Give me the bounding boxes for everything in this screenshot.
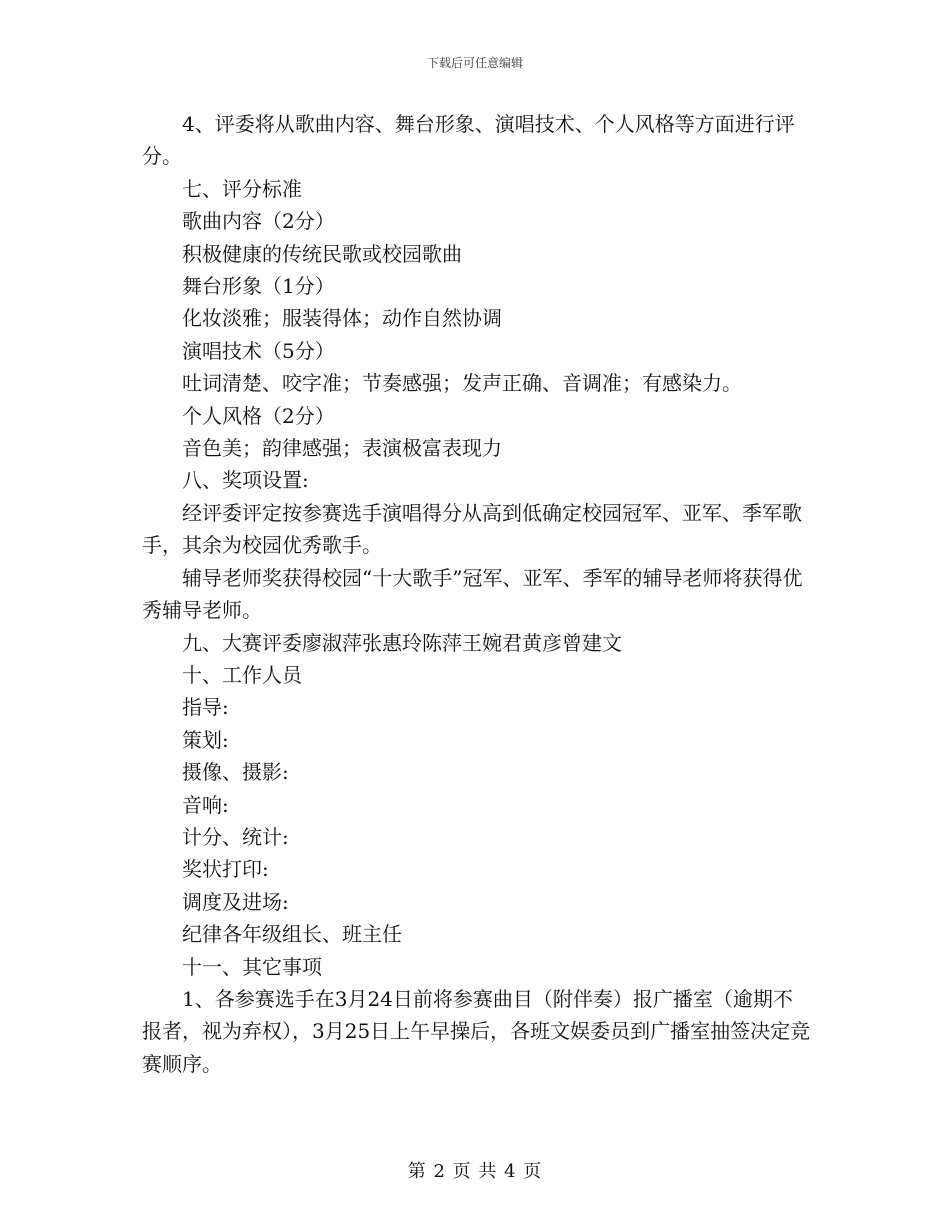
- paragraph-10: 音色美；韵律感强；表演极富表现力: [182, 436, 502, 461]
- paragraph-18: 摄像、摄影:: [182, 760, 289, 785]
- paragraph-8: 吐词清楚、咬字准；节奏感强；发声正确、音调准；有感染力。: [182, 371, 742, 396]
- page-header: 下载后可任意编辑: [426, 56, 523, 70]
- paragraph-5: 舞台形象（1分）: [182, 274, 335, 299]
- paragraph-14: 九、大赛评委廖淑萍张惠玲陈萍王婉君黄彦曾建文: [182, 630, 622, 655]
- paragraph-25: 1、各参赛选手在3月24日前将参赛曲目（附伴奏）报广播室（逾期不报者，视为弃权），3月25日上午早操后，各班文娱委员到广播室抽签决定竞赛顺序。: [142, 986, 811, 1076]
- paragraph-1: 4、评委将从歌曲内容、舞台形象、演唱技术、个人风格等方面进行评分。: [142, 112, 795, 169]
- paragraph-4: 积极健康的传统民歌或校园歌曲: [182, 241, 462, 266]
- paragraph-11: 八、奖项设置:: [182, 468, 309, 493]
- paragraph-22: 调度及进场:: [182, 889, 289, 914]
- paragraph-20: 计分、统计:: [182, 824, 289, 849]
- paragraph-19: 音响:: [182, 792, 229, 817]
- paragraph-17: 策划:: [182, 727, 229, 752]
- paragraph-3: 歌曲内容（2分）: [182, 209, 335, 234]
- paragraph-15: 十、工作人员: [182, 662, 302, 687]
- paragraph-24: 十一、其它事项: [182, 954, 322, 979]
- paragraph-13: 辅导老师奖获得校园“十大歌手”冠军、亚军、季军的辅导老师将获得优秀辅导老师。: [142, 565, 803, 623]
- page-number-footer: 第 2 页 共 4 页: [407, 1161, 543, 1182]
- document-body: [142, 108, 812, 1080]
- paragraph-2: 七、评分标准: [182, 176, 302, 201]
- paragraph-16: 指导:: [182, 695, 229, 720]
- paragraph-7: 演唱技术（5分）: [182, 338, 335, 363]
- paragraph-21: 奖状打印:: [182, 857, 269, 882]
- paragraph-12: 经评委评定按参赛选手演唱得分从高到低确定校园冠军、亚军、季军歌手，其余为校园优秀歌手。: [142, 500, 802, 558]
- paragraph-6: 化妆淡雅；服装得体；动作自然协调: [182, 306, 502, 331]
- paragraph-23: 纪律各年级组长、班主任: [182, 922, 402, 947]
- paragraph-9: 个人风格（2分）: [182, 403, 335, 428]
